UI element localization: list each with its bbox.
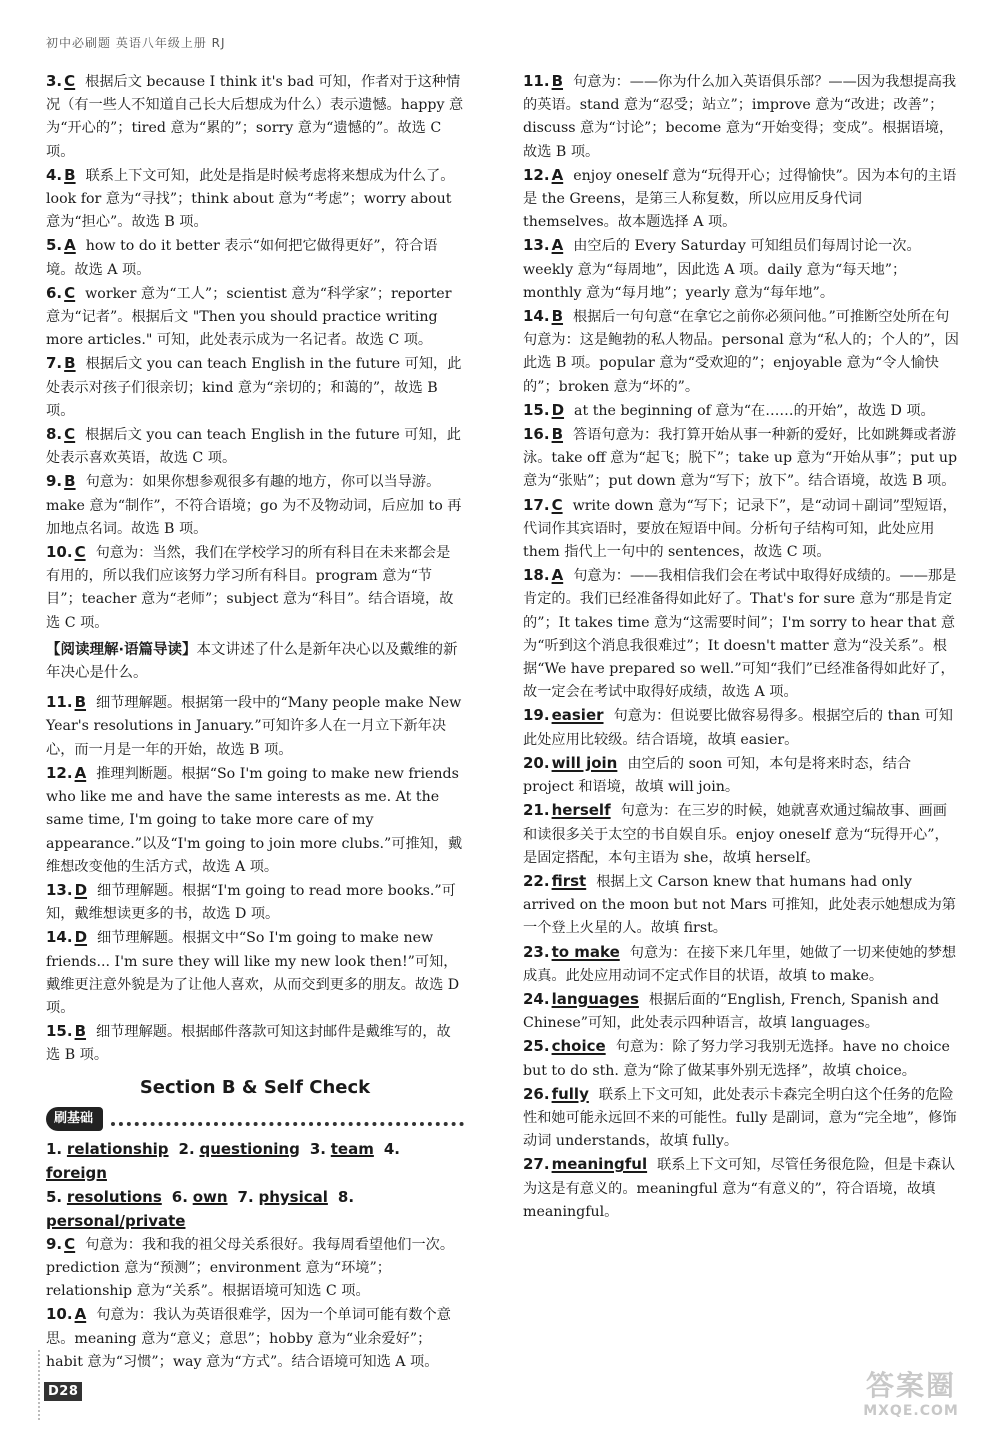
item-number: 13. (523, 236, 550, 255)
fill-in-answers (46, 1137, 464, 1233)
answer-item (523, 399, 961, 423)
answer-item (523, 1035, 961, 1082)
item-number: 15. (523, 400, 550, 419)
answer-item (523, 941, 961, 988)
item-answer: herself (551, 801, 611, 820)
answer-item (46, 70, 464, 164)
item-answer: C (551, 495, 563, 514)
reading-guide-title: 【阅读理解·语篇导读】 (46, 641, 197, 658)
margin-dotted-line (38, 1350, 42, 1420)
item-explanation: 句意为：——你为什么加入英语俱乐部？——因为我想提高我的英语。stand 意为“忍受；站立”；improve 意为“改进；改善”；discuss 意为“讨论”；become 意为“开始变得；变成”。根据语境，故选 B 项。 (523, 74, 957, 160)
item-explanation: 根据后一句句意“在拿它之前你必须问他。”可推断空处所在句句意为：这是鲍勃的私人物品。personal 意为“私人的；个人的”，因此选 B 项。popular 意为“受欢迎的”；enjoyable 意为“令人愉快的”；broken 意为“坏的”。 (523, 309, 959, 395)
watermark-top: 答案圈 (865, 1369, 956, 1402)
item-answer: C (64, 425, 76, 444)
answer-item (523, 234, 961, 305)
reading-guide (46, 639, 464, 685)
fill-answer: relationship (66, 1139, 169, 1158)
item-number: 23. (523, 942, 550, 961)
item-explanation: 由空后的 soon 可知，本句是将来时态，结合 project 和语境，故填 will join。 (523, 755, 912, 796)
item-number: 9. (46, 1234, 63, 1253)
reading-guide-text: 本文讲述了什么是新年决心以及戴维的新年决心是什么。 (46, 641, 458, 682)
item-answer: A (551, 165, 564, 184)
answer-item (46, 234, 464, 281)
fill-number: 3. (309, 1139, 326, 1158)
item-number: 22. (523, 871, 550, 890)
item-number: 10. (46, 543, 73, 562)
page-header: 初中必刷题 英语八年级上册 RJ (46, 36, 226, 50)
watermark-logo (836, 1370, 986, 1426)
item-number: 8. (46, 425, 63, 444)
item-answer: D (74, 880, 88, 899)
item-explanation: 句意为：但说要比做容易得多。根据空后的 than 可知此处应用比较级。结合语境，故填 easier。 (523, 708, 953, 748)
item-number: 3. (46, 72, 63, 90)
item-number: 11. (523, 72, 550, 90)
item-number: 17. (523, 495, 550, 514)
item-answer: easier (551, 706, 604, 725)
item-explanation: 细节理解题。根据邮件落款可知这封邮件是戴维写的，故选 B 项。 (46, 1024, 451, 1064)
item-number: 19. (523, 706, 550, 725)
answer-list-right (523, 70, 961, 1224)
item-explanation: worker 意为“工人”；scientist 意为“科学家”；reporter 意为“记者”。根据后文 "Then you should practice writing more articles." 可知，此处表示成为一名记者。故选 C 项。 (46, 285, 452, 349)
item-explanation: 句意为：我认为英语很难学，因为一个单词可能有数个意思。meaning 意为“意义；意思”；hobby 意为“业余爱好”；habit 意为“习惯”；way 意为“方式”。结合语境可知选 A 项。 (46, 1307, 451, 1370)
answer-item (523, 564, 961, 704)
item-explanation: 细节理解题。根据文中“So I'm going to make new friends... I'm sure they will like my new look then!”可知，戴维更注意外貌是为了让他人喜欢，从而交到更多的朋友。故选 D 项。 (46, 930, 460, 1016)
answer-item (46, 423, 464, 470)
item-number: 25. (523, 1037, 550, 1056)
item-answer: C (74, 543, 86, 562)
answer-item (46, 1303, 464, 1374)
fill-row (46, 1137, 464, 1185)
section-title: Section B & Self Check (139, 1076, 371, 1098)
item-number: 16. (523, 425, 550, 444)
item-number: 26. (523, 1084, 550, 1103)
answer-item (523, 799, 961, 870)
answer-item (46, 470, 464, 541)
item-explanation: 句意为：如果你想参观很多有趣的地方，你可以当导游。make 意为“制作”，不符合语境；go 为不及物动词，后应加 to 再加地点名词。故选 B 项。 (46, 474, 462, 537)
fill-answer: team (330, 1139, 374, 1158)
item-explanation: 根据后文 you can teach English in the future 可知，此处表示喜欢英语，故选 C 项。 (46, 427, 461, 467)
item-explanation: 由空后的 Every Saturday 可知组员们每周讨论一次。weekly 意为“每周地”，因此选 A 项。daily 意为“每天地”；monthly 意为“每月地”；yearly 意为“每年地”。 (523, 238, 921, 301)
fill-answer: own (192, 1187, 228, 1206)
answer-item (523, 870, 961, 941)
item-number: 12. (523, 165, 550, 184)
item-answer: A (74, 763, 87, 782)
item-explanation: 推理判断题。根据“So I'm going to make new friends who like me and have the same interests as me. At the same time, I'm going to take more care of my appearance.”以及“I'm going to join more clubs.”可推知，戴维想改变他的生活方式，故选 A 项。 (46, 765, 463, 875)
answer-item (523, 988, 961, 1035)
item-number: 4. (46, 165, 63, 184)
answer-item (46, 164, 464, 235)
item-explanation: 句意为：——我相信我们会在考试中取得好成绩的。——那是肯定的。我们已经准备得如此好了。That's for sure 意为“那是肯定的”；It takes time 意为“这需要时间”；I'm sorry to hear that 意为“听到这个消息我很难过”；It doesn't matter 意为“没关系”。根据“We have prepared so well.”可知“我们”已经准备得如此好了，故一定会在考试中取得好成绩，故选 A 项。 (523, 568, 957, 701)
fill-row (46, 1185, 464, 1233)
item-explanation: 根据后文 because I think it's bad 可知，作者对于这种情况（有一些人不知道自己长大后想成为什么）表示遗憾。happy 意为“开心的”；tired 意为“累的”；sorry 意为“遗憾的”。故选 C 项。 (46, 74, 464, 160)
answer-item (46, 691, 464, 762)
answer-list-a (46, 70, 464, 635)
item-number: 11. (46, 693, 73, 712)
item-answer: B (64, 354, 76, 373)
item-answer: fully (551, 1084, 589, 1103)
answer-item (46, 1020, 464, 1067)
item-answer: first (551, 871, 587, 890)
answer-item (46, 282, 464, 353)
answer-item (46, 879, 464, 926)
item-explanation: 句意为：在接下来几年里，她做了一切来使她的梦想成真。此处应用动词不定式作目的状语，故填 to make。 (523, 944, 957, 984)
fill-answer: physical (258, 1187, 328, 1206)
answer-item (523, 164, 961, 235)
right-column (523, 70, 961, 1224)
answer-item (46, 926, 464, 1020)
item-explanation: 根据上文 Carson knew that humans had only arrived on the moon but not Mars 可推知，此处表示她想成为第一个登上火星的人。故填 first。 (523, 873, 956, 937)
page-number: D28 (44, 1382, 82, 1401)
item-number: 21. (523, 801, 550, 820)
item-number: 5. (46, 236, 63, 255)
answer-item (46, 1233, 464, 1304)
item-number: 6. (46, 283, 63, 302)
item-number: 7. (46, 354, 63, 373)
answer-item (46, 352, 464, 423)
item-answer: choice (551, 1037, 606, 1056)
answer-item (46, 762, 464, 879)
item-answer: B (551, 425, 564, 444)
item-explanation: how to do it better 表示“如何把它做得更好”，符合语境。故选 A 项。 (46, 238, 438, 278)
item-answer: B (551, 72, 564, 90)
item-answer: will join (551, 753, 618, 772)
item-explanation: 句意为：在三岁的时候，她就喜欢通过编故事、画画和读很多关于太空的书自娱自乐。enjoy oneself 意为“玩得开心”，是固定搭配，本句主语为 she，故填 herself。 (523, 803, 949, 866)
answer-item (46, 541, 464, 635)
answer-list-c (46, 1233, 464, 1374)
item-answer: meaningful (551, 1155, 648, 1174)
answer-item (523, 752, 961, 799)
item-answer: A (551, 236, 564, 255)
item-answer: B (64, 165, 76, 184)
item-number: 27. (523, 1155, 550, 1174)
item-answer: B (64, 472, 76, 491)
item-explanation: 句意为：我和我的祖父母关系很好。我每周看望他们一次。prediction 意为“预测”；environment 意为“环境”；relationship 意为“关系”。根据语境可知选 C 项。 (46, 1236, 455, 1300)
item-explanation: 联系上下文可知，尽管任务很危险，但是卡森认为这是有意义的。meaningful 意为“有意义的”，符合语境，故填 meaningful。 (523, 1157, 956, 1220)
fill-number: 4. (383, 1139, 401, 1158)
jichu-banner (46, 1105, 464, 1133)
answer-list-b (46, 691, 464, 1067)
item-number: 13. (46, 880, 73, 899)
item-number: 24. (523, 989, 550, 1008)
watermark-bottom: MXQE.COM (863, 1403, 959, 1419)
fill-answer: questioning (199, 1139, 300, 1158)
item-answer: C (64, 283, 76, 302)
fill-number: 1. (46, 1139, 63, 1158)
item-explanation: enjoy oneself 意为“玩得开心；过得愉快”。因为本句的主语是 the Greens，是第三人称复数，所以应用反身代词 themselves。故本题选择 A 项。 (523, 167, 957, 231)
answer-item (523, 494, 961, 565)
item-answer: to make (551, 942, 620, 961)
fill-number: 5. (46, 1187, 63, 1206)
answer-item (523, 1153, 961, 1224)
item-explanation: at the beginning of 意为“在……的开始”，故选 D 项。 (574, 402, 935, 419)
fill-number: 2. (178, 1139, 195, 1158)
fill-number: 8. (337, 1187, 355, 1206)
item-answer: A (551, 566, 564, 585)
item-answer: C (64, 72, 76, 90)
item-number: 12. (46, 763, 73, 782)
item-answer: D (74, 928, 88, 947)
item-explanation: write down 意为“写下；记录下”，是“动词＋副词”型短语，代词作其宾语时，要放在短语中间。分析句子结构可知，此处应用 them 指代上一句中的 sentences，故选 C 项。 (523, 497, 957, 561)
item-answer: B (74, 693, 87, 712)
left-column (46, 70, 464, 1374)
answer-item (523, 70, 961, 164)
item-explanation: 联系上下文可知，此处是指是时候考虑将来想成为什么了。look for 意为“寻找”；think about 意为“考虑”；worry about 意为“担心”。故选 B 项。 (46, 167, 455, 231)
item-number: 14. (46, 928, 73, 947)
item-number: 15. (46, 1022, 73, 1041)
jichu-badge: 刷基础 (46, 1107, 103, 1131)
item-answer: B (74, 1022, 87, 1041)
fill-answer: foreign (46, 1163, 107, 1182)
fill-answer: resolutions (66, 1187, 162, 1206)
item-answer: A (74, 1305, 87, 1324)
item-number: 20. (523, 753, 550, 772)
item-answer: D (551, 400, 565, 419)
fill-number: 7. (237, 1187, 254, 1206)
item-number: 18. (523, 566, 550, 585)
fill-answer: personal/private (46, 1211, 186, 1230)
item-number: 9. (46, 472, 63, 491)
answer-item (523, 305, 961, 399)
item-answer: A (64, 236, 76, 255)
item-answer: C (64, 1234, 76, 1253)
fill-number: 6. (171, 1187, 188, 1206)
item-answer: B (551, 307, 564, 326)
item-explanation: 句意为：当然，我们在学校学习的所有科目在未来都会是有用的，所以我们应该努力学习所有科目。program 意为“节目”；teacher 意为“老师”；subject 意为“科目”。结合语境，故选 C 项。 (46, 545, 454, 631)
item-explanation: 根据后文 you can teach English in the future 可知，此处表示对孩子们很亲切；kind 意为“亲切的；和蔼的”，故选 B 项。 (46, 356, 462, 419)
item-number: 10. (46, 1305, 73, 1324)
item-explanation: 句意为：除了努力学习我别无选择。have no choice but to do sth. 意为“除了做某事外别无选择”，故填 choice。 (523, 1039, 950, 1079)
item-explanation: 细节理解题。根据第一段中的“Many people make New Year's resolutions in January.”可知许多人在一月立下新年决心，而一月是一年的开始，故选 B 项。 (46, 695, 462, 758)
item-number: 14. (523, 307, 550, 326)
item-explanation: 根据后面的“English, French, Spanish and Chinese”可知，此处表示四种语言，故填 languages。 (523, 991, 939, 1032)
item-answer: languages (551, 989, 639, 1008)
answer-item (523, 423, 961, 494)
item-explanation: 联系上下文可知，此处表示卡森完全明白这个任务的危险性和她可能永远回不来的可能性。fully 是副词，意为“完全地”，修饰动词 understands，故填 fully。 (523, 1086, 957, 1150)
item-explanation: 细节理解题。根据“I'm going to read more books.”可知，戴维想读更多的书，故选 D 项。 (46, 882, 456, 923)
answer-item (523, 1083, 961, 1154)
item-explanation: 答语句意为：我打算开始从事一种新的爱好，比如跳舞或者游泳。take off 意为“起飞；脱下”；take up 意为“开始从事”；put up 意为“张贴”；put down 意为“写下；放下”。结合语境，故选 B 项。 (523, 427, 958, 490)
answer-item (523, 704, 961, 751)
dotted-divider (111, 1112, 464, 1126)
